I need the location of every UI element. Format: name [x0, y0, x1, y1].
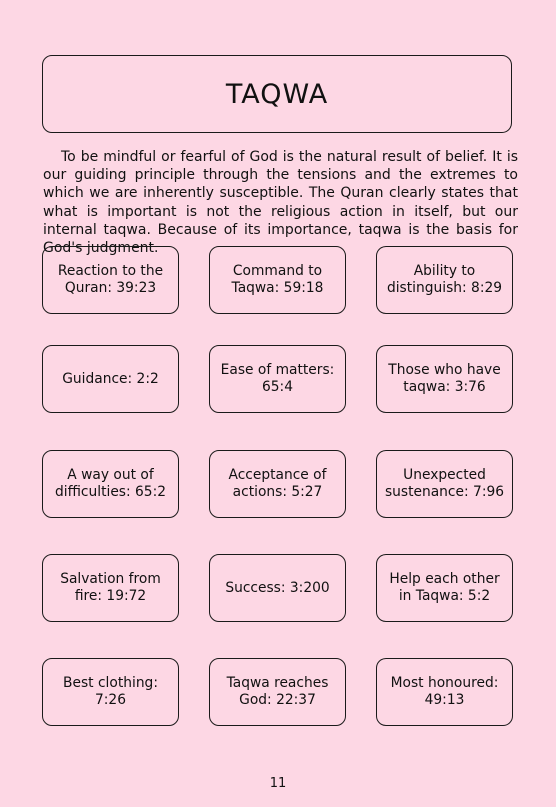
topic-card-label: Most honoured: 49:13 — [390, 675, 499, 708]
topic-card-label: Help each other in Taqwa: 5:2 — [389, 571, 500, 604]
topic-card-label: Best clothing: 7:26 — [63, 675, 158, 708]
topic-card-label: Salvation from fire: 19:72 — [60, 571, 161, 604]
page-title: TAQWA — [225, 78, 329, 110]
topic-card-label: Success: 3:200 — [225, 579, 330, 596]
topic-card-label: Taqwa reaches God: 22:37 — [226, 675, 329, 708]
topic-card — [376, 345, 513, 413]
topic-card — [209, 554, 346, 622]
topic-card-label: Command to Taqwa: 59:18 — [231, 263, 324, 296]
topic-card — [209, 450, 346, 518]
topic-card — [376, 658, 513, 726]
topic-card — [376, 246, 513, 314]
page-number: 11 — [269, 776, 287, 791]
topic-card — [209, 345, 346, 413]
topic-card — [42, 554, 179, 622]
topic-card — [42, 246, 179, 314]
intro-paragraph: To be mindful or fearful of God is the natural result of belief. It is our guiding principle through the tensions and the extremes to which we are inherently susceptible. The Quran clearly states that what is important is not the religious action in itself, but our internal taqwa. Because of its importance, taqwa is the basis for God's judgment. — [43, 149, 518, 257]
topic-card-label: Guidance: 2:2 — [62, 370, 159, 387]
topic-card-label: Reaction to the Quran: 39:23 — [57, 263, 164, 296]
topic-card-label: Acceptance of actions: 5:27 — [228, 467, 327, 500]
topic-card-label: A way out of difficulties: 65:2 — [54, 467, 167, 500]
topic-card-label: Those who have taqwa: 3:76 — [388, 362, 501, 395]
topic-card — [42, 450, 179, 518]
topic-card-label: Ease of matters: 65:4 — [220, 362, 335, 395]
topic-card-label: Ability to distinguish: 8:29 — [386, 263, 503, 296]
topic-card — [42, 658, 179, 726]
topic-card — [209, 246, 346, 314]
topic-card — [376, 450, 513, 518]
topic-card — [42, 345, 179, 413]
topic-card — [376, 554, 513, 622]
topic-card — [209, 658, 346, 726]
topic-card-label: Unexpected sustenance: 7:96 — [384, 467, 505, 500]
